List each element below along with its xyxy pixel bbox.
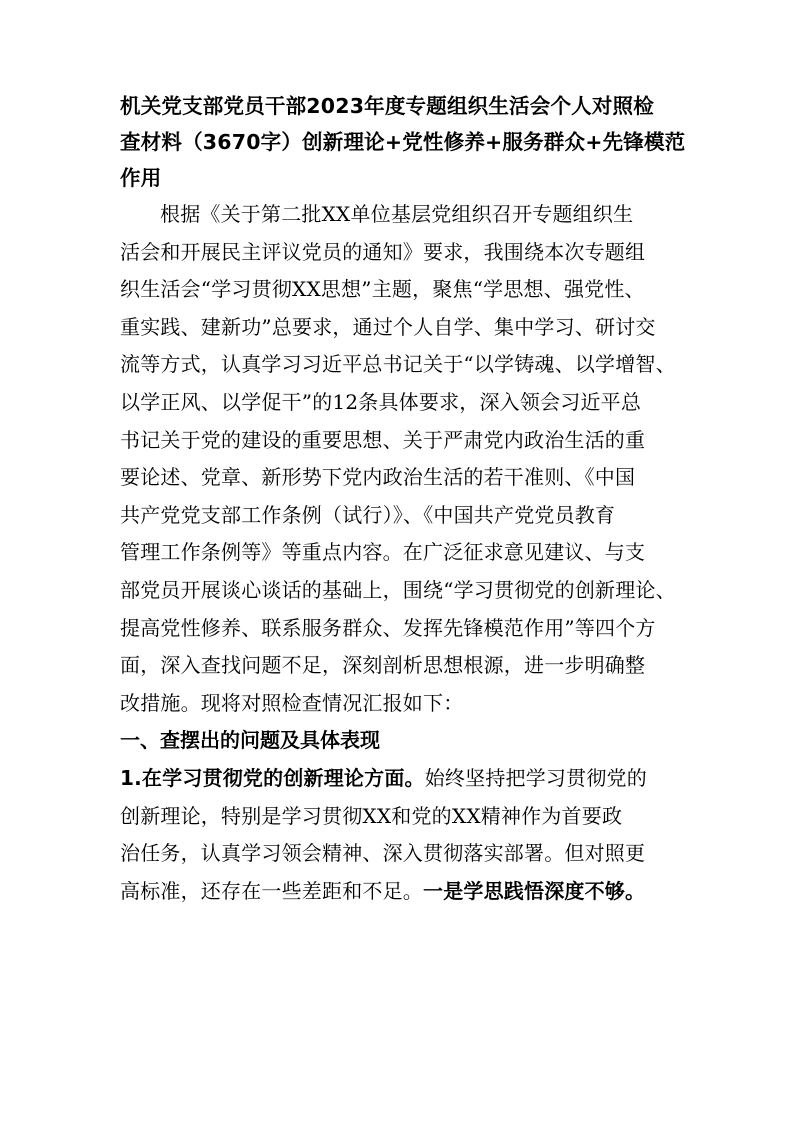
- item-1-line-1-rest: 始终坚持把学习贯彻党的: [424, 765, 647, 790]
- title-line-3: 作用: [120, 166, 162, 190]
- intro-line-9: 共产党党支部工作条例（试行）》、《中国共产党党员教育: [120, 502, 616, 527]
- intro-line-1: 根据《关于第二批XX单位基层党组织召开专题组织生: [160, 202, 634, 226]
- intro-line-7: 书记关于党的建设的重要思想、关于严肃党内政治生活的重: [120, 427, 646, 452]
- intro-line-6: 以学正风、以学促干”的12条具体要求，深入领会习近平总: [120, 389, 642, 414]
- item-1-line-1: [120, 760, 680, 798]
- intro-line-11: 部党员开展谈心谈话的基础上，围绕“学习贯彻党的创新理论、: [120, 577, 676, 602]
- intro-line-8: 要论述、党章、新形势下党内政治生活的若干准则、《中国: [120, 465, 636, 490]
- document-title: [120, 88, 686, 196]
- item-1-line-4-normal: 高标准，还存在一些差距和不足。: [120, 878, 423, 903]
- item-1-line-4: [120, 873, 680, 911]
- intro-line-5: 流等方式，认真学习习近平总书记关于“以学铸魂、以学增智、: [120, 352, 676, 377]
- item-1-line-2: 创新理论，特别是学习贯彻XX和党的XX精神作为首要政: [120, 803, 623, 828]
- intro-line-4: 重实践、建新功”总要求，通过个人自学、集中学习、研讨交: [120, 314, 656, 339]
- title-line-2: 查材料（3670字）创新理论+党性修养+服务群众+先锋模范: [120, 130, 686, 154]
- section-1-heading: 一、查摆出的问题及具体表现: [120, 728, 380, 753]
- intro-line-12: 提高党性修养、联系服务群众、发挥先锋模范作用”等四个方: [120, 615, 656, 640]
- intro-line-3: 织生活会“学习贯彻XX思想”主题，聚焦“学思想、强党性、: [120, 277, 645, 302]
- intro-line-13: 面，深入查找问题不足，深刻剖析思想根源，进一步明确整: [120, 653, 646, 678]
- document-page: [120, 88, 686, 910]
- item-1-line-4-bold: 一是学思践悟深度不够。: [423, 878, 646, 903]
- intro-line-14: 改措施。现将对照检查情况汇报如下：: [120, 690, 464, 715]
- item-1-line-3: 治任务，认真学习领会精神、深入贯彻落实部署。但对照更: [120, 841, 646, 866]
- intro-line-2: 活会和开展民主评议党员的通知》要求，我围绕本次专题组: [120, 239, 646, 264]
- item-1-paragraph: [120, 760, 680, 910]
- intro-paragraph: [120, 196, 680, 722]
- intro-line-10: 管理工作条例等》等重点内容。在广泛征求意见建议、与支: [120, 540, 646, 565]
- title-line-1: 机关党支部党员干部2023年度专题组织生活会个人对照检: [120, 94, 654, 118]
- item-1-bold-lead: 1.在学习贯彻党的创新理论方面。: [120, 765, 425, 790]
